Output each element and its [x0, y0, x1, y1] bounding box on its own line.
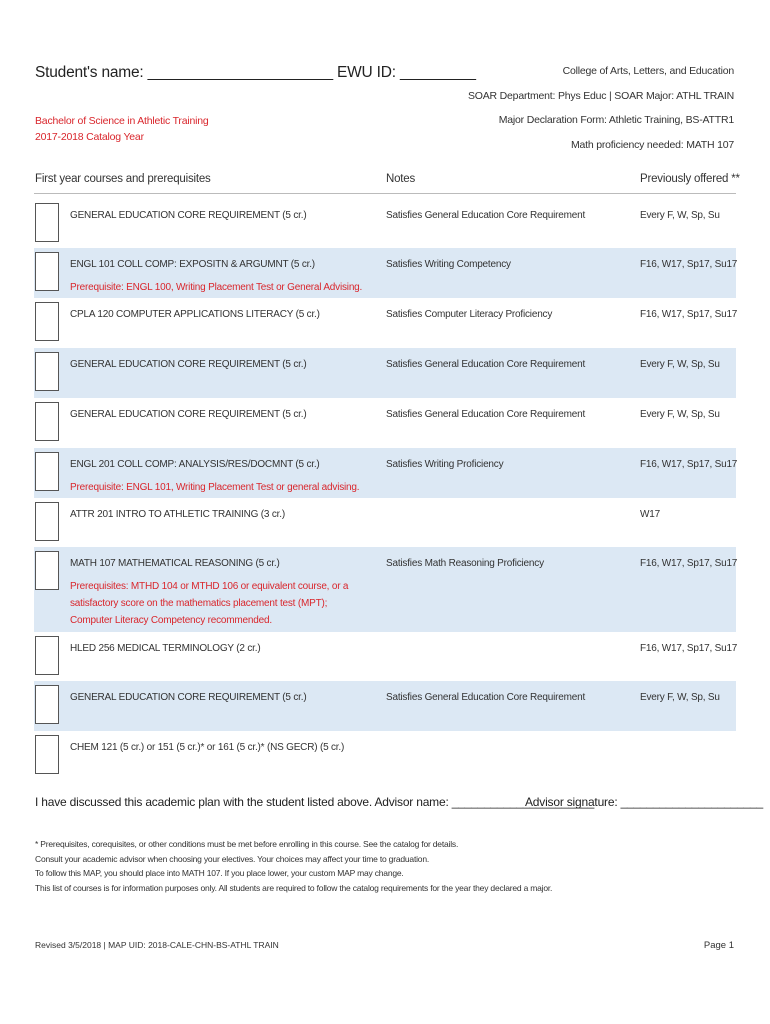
course-checkbox[interactable]	[35, 735, 59, 774]
course-checkbox[interactable]	[35, 252, 59, 291]
revision-info: Revised 3/5/2018 | MAP UID: 2018-CALE-CHN-BS-ATHL TRAIN	[35, 940, 279, 950]
course-title: GENERAL EDUCATION CORE REQUIREMENT (5 cr.)	[70, 210, 307, 221]
course-offered: Every F, W, Sp, Su	[640, 359, 720, 370]
course-note: Satisfies Writing Proficiency	[386, 459, 504, 470]
course-offered: F16, W17, Sp17, Su17	[640, 309, 738, 320]
course-row	[34, 248, 736, 298]
course-title: CPLA 120 COMPUTER APPLICATIONS LITERACY (5 cr.)	[70, 309, 320, 320]
course-row	[34, 547, 736, 632]
course-checkbox[interactable]	[35, 203, 59, 242]
course-offered: F16, W17, Sp17, Su17	[640, 259, 738, 270]
header-divider	[34, 193, 736, 194]
advisor-statement: I have discussed this academic plan with the student listed above. Advisor name: ______________________	[35, 795, 595, 809]
course-offered: F16, W17, Sp17, Su17	[640, 643, 738, 654]
course-row	[34, 681, 736, 731]
declaration-line: Major Declaration Form: Athletic Training, BS-ATTR1	[498, 114, 734, 126]
course-checkbox[interactable]	[35, 402, 59, 441]
page-number: Page 1	[703, 940, 734, 951]
footnote-electives: Consult your academic advisor when choosing your electives. Your choices may affect your time to graduation.	[35, 854, 430, 864]
course-row	[34, 298, 736, 348]
course-title: ENGL 201 COLL COMP: ANALYSIS/RES/DOCMNT (5 cr.)	[70, 459, 320, 470]
course-note: Satisfies General Education Core Requirement	[386, 210, 586, 221]
course-title: CHEM 121 (5 cr.) or 151 (5 cr.)* or 161 (5 cr.)* (NS GECR) (5 cr.)	[70, 742, 345, 753]
footnote-prerequisites: * Prerequisites, corequisites, or other conditions must be met before enrolling in this course. See the catalog for details.	[35, 839, 459, 849]
column-header-notes: Notes	[386, 173, 416, 185]
course-title: GENERAL EDUCATION CORE REQUIREMENT (5 cr.)	[70, 692, 307, 703]
course-offered: W17	[640, 509, 660, 520]
course-checkbox[interactable]	[35, 302, 59, 341]
advisor-signature-line: Advisor signature: ______________________	[525, 795, 764, 809]
course-title: ENGL 101 COLL COMP: EXPOSITN & ARGUMNT (5 cr.)	[70, 259, 315, 270]
course-prerequisite: Prerequisites: MTHD 104 or MTHD 106 or equivalent course, or a satisfactory score on the mathematics placement test (MPT); Computer Literacy Competency recommended.	[70, 581, 349, 626]
math-proficiency-line: Math proficiency needed: MATH 107	[570, 139, 734, 151]
course-note: Satisfies General Education Core Requirement	[386, 692, 586, 703]
course-note: Satisfies Writing Competency	[386, 259, 511, 270]
footnote-catalog: This list of courses is for information purposes only. All students are required to follow the catalog requirements for the year they declared a major.	[35, 883, 553, 893]
catalog-year: 2017-2018 Catalog Year	[35, 131, 144, 143]
college-name: College of Arts, Letters, and Education	[562, 65, 734, 77]
course-prerequisite: Prerequisite: ENGL 101, Writing Placement Test or general advising.	[70, 482, 360, 493]
course-row	[34, 632, 736, 681]
course-title: ATTR 201 INTRO TO ATHLETIC TRAINING (3 cr.)	[70, 509, 285, 520]
course-offered: Every F, W, Sp, Su	[640, 210, 720, 221]
course-prerequisite: Prerequisite: ENGL 100, Writing Placement Test or General Advising.	[70, 282, 363, 293]
course-row	[34, 199, 736, 248]
course-title: MATH 107 MATHEMATICAL REASONING (5 cr.)	[70, 558, 280, 569]
course-note: Satisfies General Education Core Requirement	[386, 409, 586, 420]
course-row	[34, 448, 736, 498]
column-header-offered: Previously offered **	[640, 173, 740, 185]
course-checkbox[interactable]	[35, 452, 59, 491]
course-checkbox[interactable]	[35, 685, 59, 724]
department-line: SOAR Department: Phys Educ | SOAR Major: ATHL TRAIN	[467, 90, 734, 102]
column-header-courses: First year courses and prerequisites	[35, 173, 211, 185]
course-checkbox[interactable]	[35, 636, 59, 675]
course-offered: Every F, W, Sp, Su	[640, 692, 720, 703]
course-checkbox[interactable]	[35, 502, 59, 541]
course-offered: F16, W17, Sp17, Su17	[640, 459, 738, 470]
course-note: Satisfies General Education Core Requirement	[386, 359, 586, 370]
student-name-line: Student's name: ______________________ EWU ID: _________	[35, 64, 476, 81]
course-row	[34, 731, 736, 781]
course-offered: Every F, W, Sp, Su	[640, 409, 720, 420]
course-note: Satisfies Math Reasoning Proficiency	[386, 558, 544, 569]
course-note: Satisfies Computer Literacy Proficiency	[386, 309, 553, 320]
course-checkbox[interactable]	[35, 352, 59, 391]
course-checkbox[interactable]	[35, 551, 59, 590]
course-row	[34, 498, 736, 547]
program-title: Bachelor of Science in Athletic Training	[35, 115, 209, 127]
course-title: HLED 256 MEDICAL TERMINOLOGY (2 cr.)	[70, 643, 261, 654]
course-row	[34, 398, 736, 448]
course-offered: F16, W17, Sp17, Su17	[640, 558, 738, 569]
course-title: GENERAL EDUCATION CORE REQUIREMENT (5 cr.)	[70, 359, 307, 370]
course-title: GENERAL EDUCATION CORE REQUIREMENT (5 cr.)	[70, 409, 307, 420]
course-row	[34, 348, 736, 398]
footnote-math-placement: To follow this MAP, you should place into MATH 107. If you place lower, your custom MAP may change.	[35, 868, 404, 878]
